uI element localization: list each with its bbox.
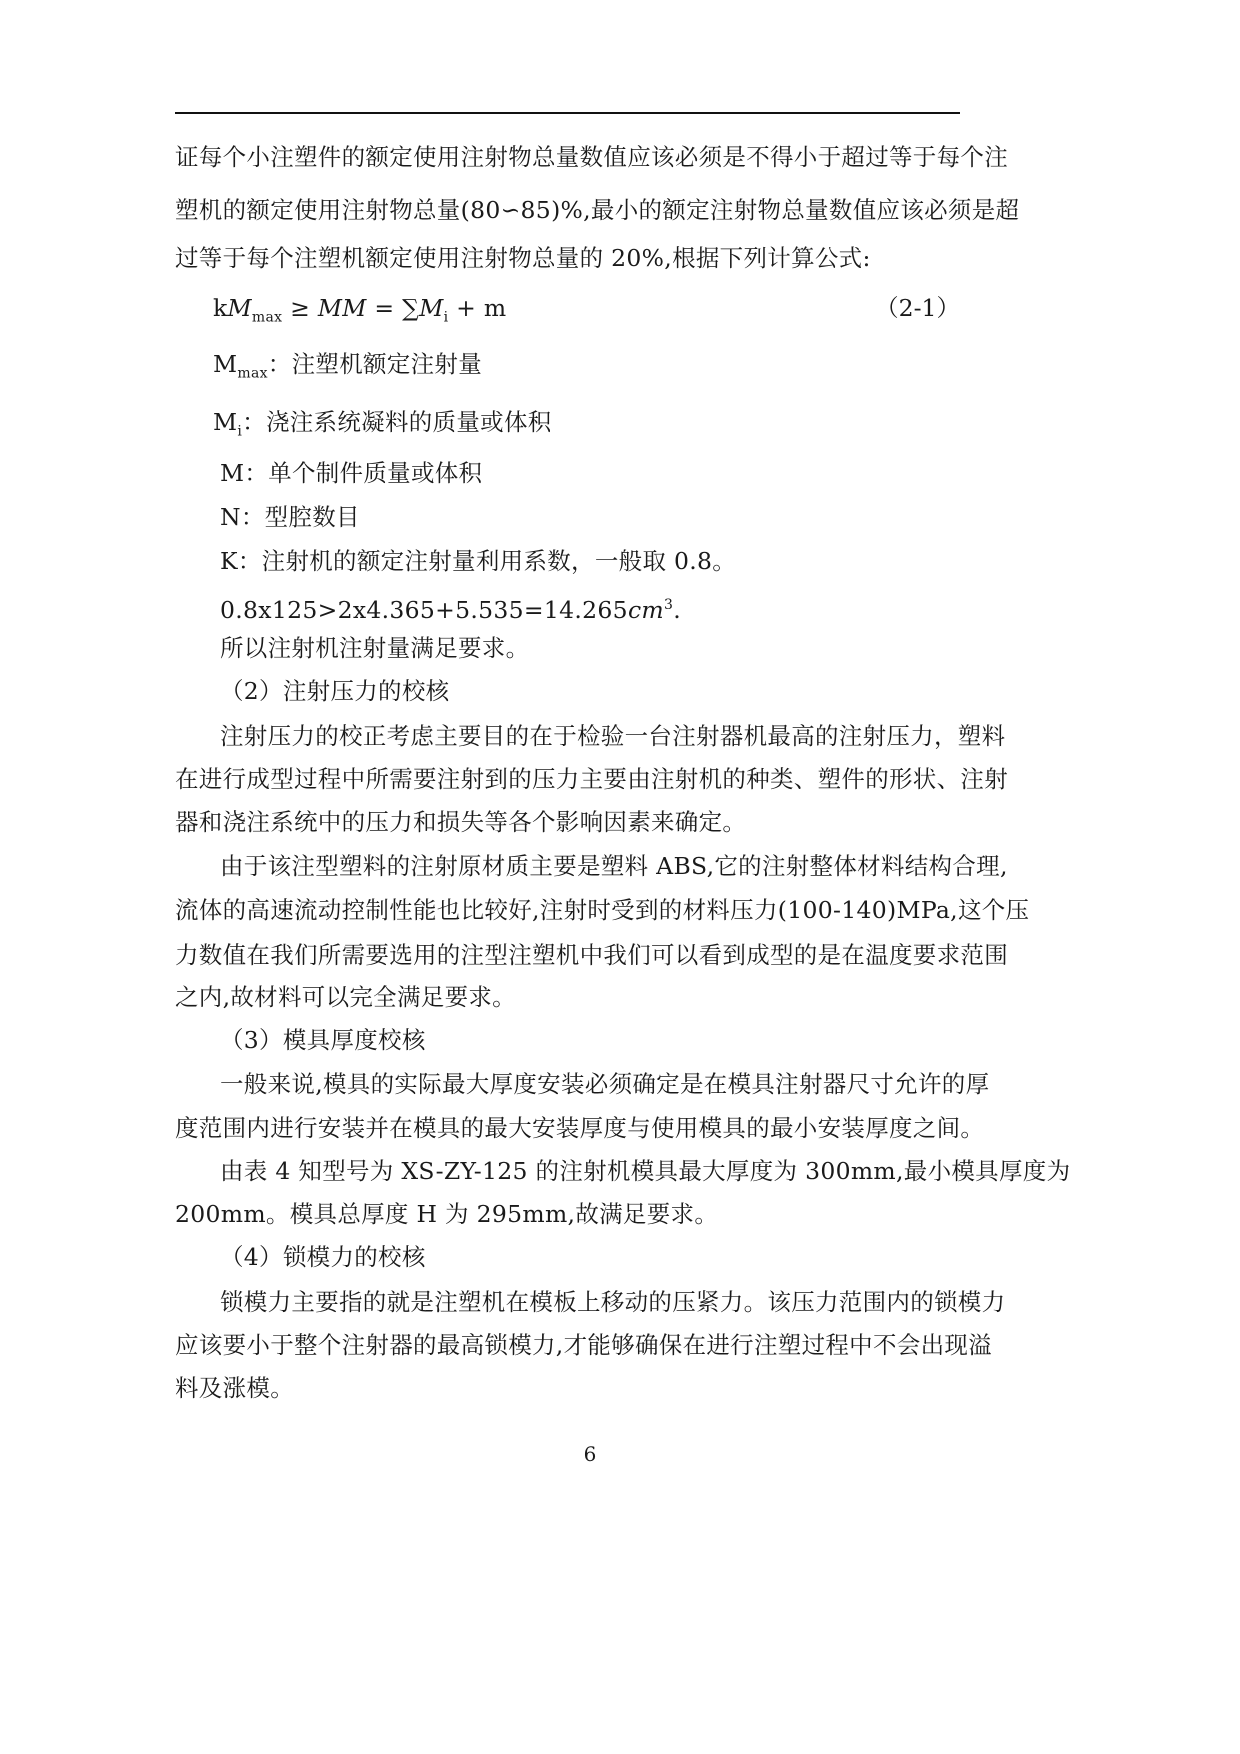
subscript: max [237, 365, 268, 382]
paragraph-line: 力数值在我们所需要选用的注型注塑机中我们可以看到成型的是在温度要求范围 [175, 941, 1008, 969]
formula [213, 293, 507, 333]
section-heading: （4）锁模力的校核 [220, 1243, 426, 1271]
formula-mi: M [419, 294, 444, 322]
paragraph-line: 塑机的额定使用注射物总量(80∽85)%,最小的额定注射物总量数值应该必须是超 [175, 196, 1020, 224]
conclusion: 所以注射机注射量满足要求。 [220, 634, 530, 662]
formula-sub-i: i [443, 309, 449, 326]
section-heading: （3）模具厚度校核 [220, 1026, 426, 1054]
definition-n: N：型腔数目 [220, 503, 360, 531]
formula-tail: + m [448, 294, 507, 322]
equation-number: （2-1） [875, 294, 960, 322]
definition-m: M：单个制件质量或体积 [220, 459, 483, 487]
symbol: M [213, 408, 238, 436]
paragraph-line: 200mm。模具总厚度 H 为 295mm,故满足要求。 [175, 1200, 719, 1228]
calc-exp: 3 [663, 597, 674, 613]
symbol: M [213, 350, 238, 378]
paragraph-line: 流体的高速流动控制性能也比较好,注射时受到的材料压力(100-140)MPa,这个压 [175, 896, 1030, 924]
paragraph-line: 一般来说,模具的实际最大厚度安装必须确定是在模具注射器尺寸允许的厚 [220, 1070, 990, 1098]
paragraph-line: 锁模力主要指的就是注塑机在模板上移动的压紧力。该压力范围内的锁模力 [220, 1288, 1006, 1316]
paragraph-line: 在进行成型过程中所需要注射到的压力主要由注射机的种类、塑件的形状、注射 [175, 765, 1008, 793]
formula-sub: max [251, 309, 283, 326]
formula-mid: ≥ MM = ∑ [282, 294, 420, 322]
section-heading: （2）注射压力的校核 [220, 677, 450, 705]
paragraph-line: 证每个小注塑件的额定使用注射物总量数值应该必须是不得小于超过等于每个注 [175, 143, 1008, 171]
formula-m: M [227, 294, 252, 322]
paragraph-line: 应该要小于整个注射器的最高锁模力,才能够确保在进行注塑过程中不会出现溢 [175, 1331, 992, 1359]
formula-k: k [213, 294, 228, 322]
definition-mi [213, 407, 552, 447]
paragraph-line: 器和浇注系统中的压力和损失等各个影响因素来确定。 [175, 808, 747, 836]
paragraph-line: 由表 4 知型号为 XS-ZY-125 的注射机模具最大厚度为 300mm,最小模具厚度为 [220, 1157, 1071, 1185]
paragraph-line: 度范围内进行安装并在模具的最大安装厚度与使用模具的最小安装厚度之间。 [175, 1114, 985, 1142]
calc-end: . [673, 595, 681, 624]
subscript: i [237, 423, 243, 440]
header-rule [175, 112, 960, 114]
calc-unit: cm [627, 595, 664, 624]
paragraph-line: 料及涨模。 [175, 1374, 294, 1402]
definition-k: K：注射机的额定注射量利用系数，一般取 0.8。 [220, 547, 737, 575]
paragraph-line: 由于该注型塑料的注射原材质主要是塑料 ABS,它的注射整体材料结构合理, [220, 852, 1008, 880]
calculation [220, 590, 681, 625]
paragraph-line: 过等于每个注塑机额定使用注射物总量的 20%,根据下列计算公式: [175, 244, 871, 272]
paragraph-line: 注射压力的校正考虑主要目的在于检验一台注射器机最高的注射压力，塑料 [220, 722, 1006, 750]
definition-text: ：注塑机额定注射量 [267, 350, 482, 378]
paragraph-line: 之内,故材料可以完全满足要求。 [175, 983, 516, 1011]
page-number: 6 [583, 1442, 597, 1466]
definition-mmax [213, 349, 482, 389]
calc-text: 0.8x125>2x4.365+5.535=14.265 [220, 595, 628, 624]
definition-text: ：浇注系统凝料的质量或体积 [242, 408, 552, 436]
